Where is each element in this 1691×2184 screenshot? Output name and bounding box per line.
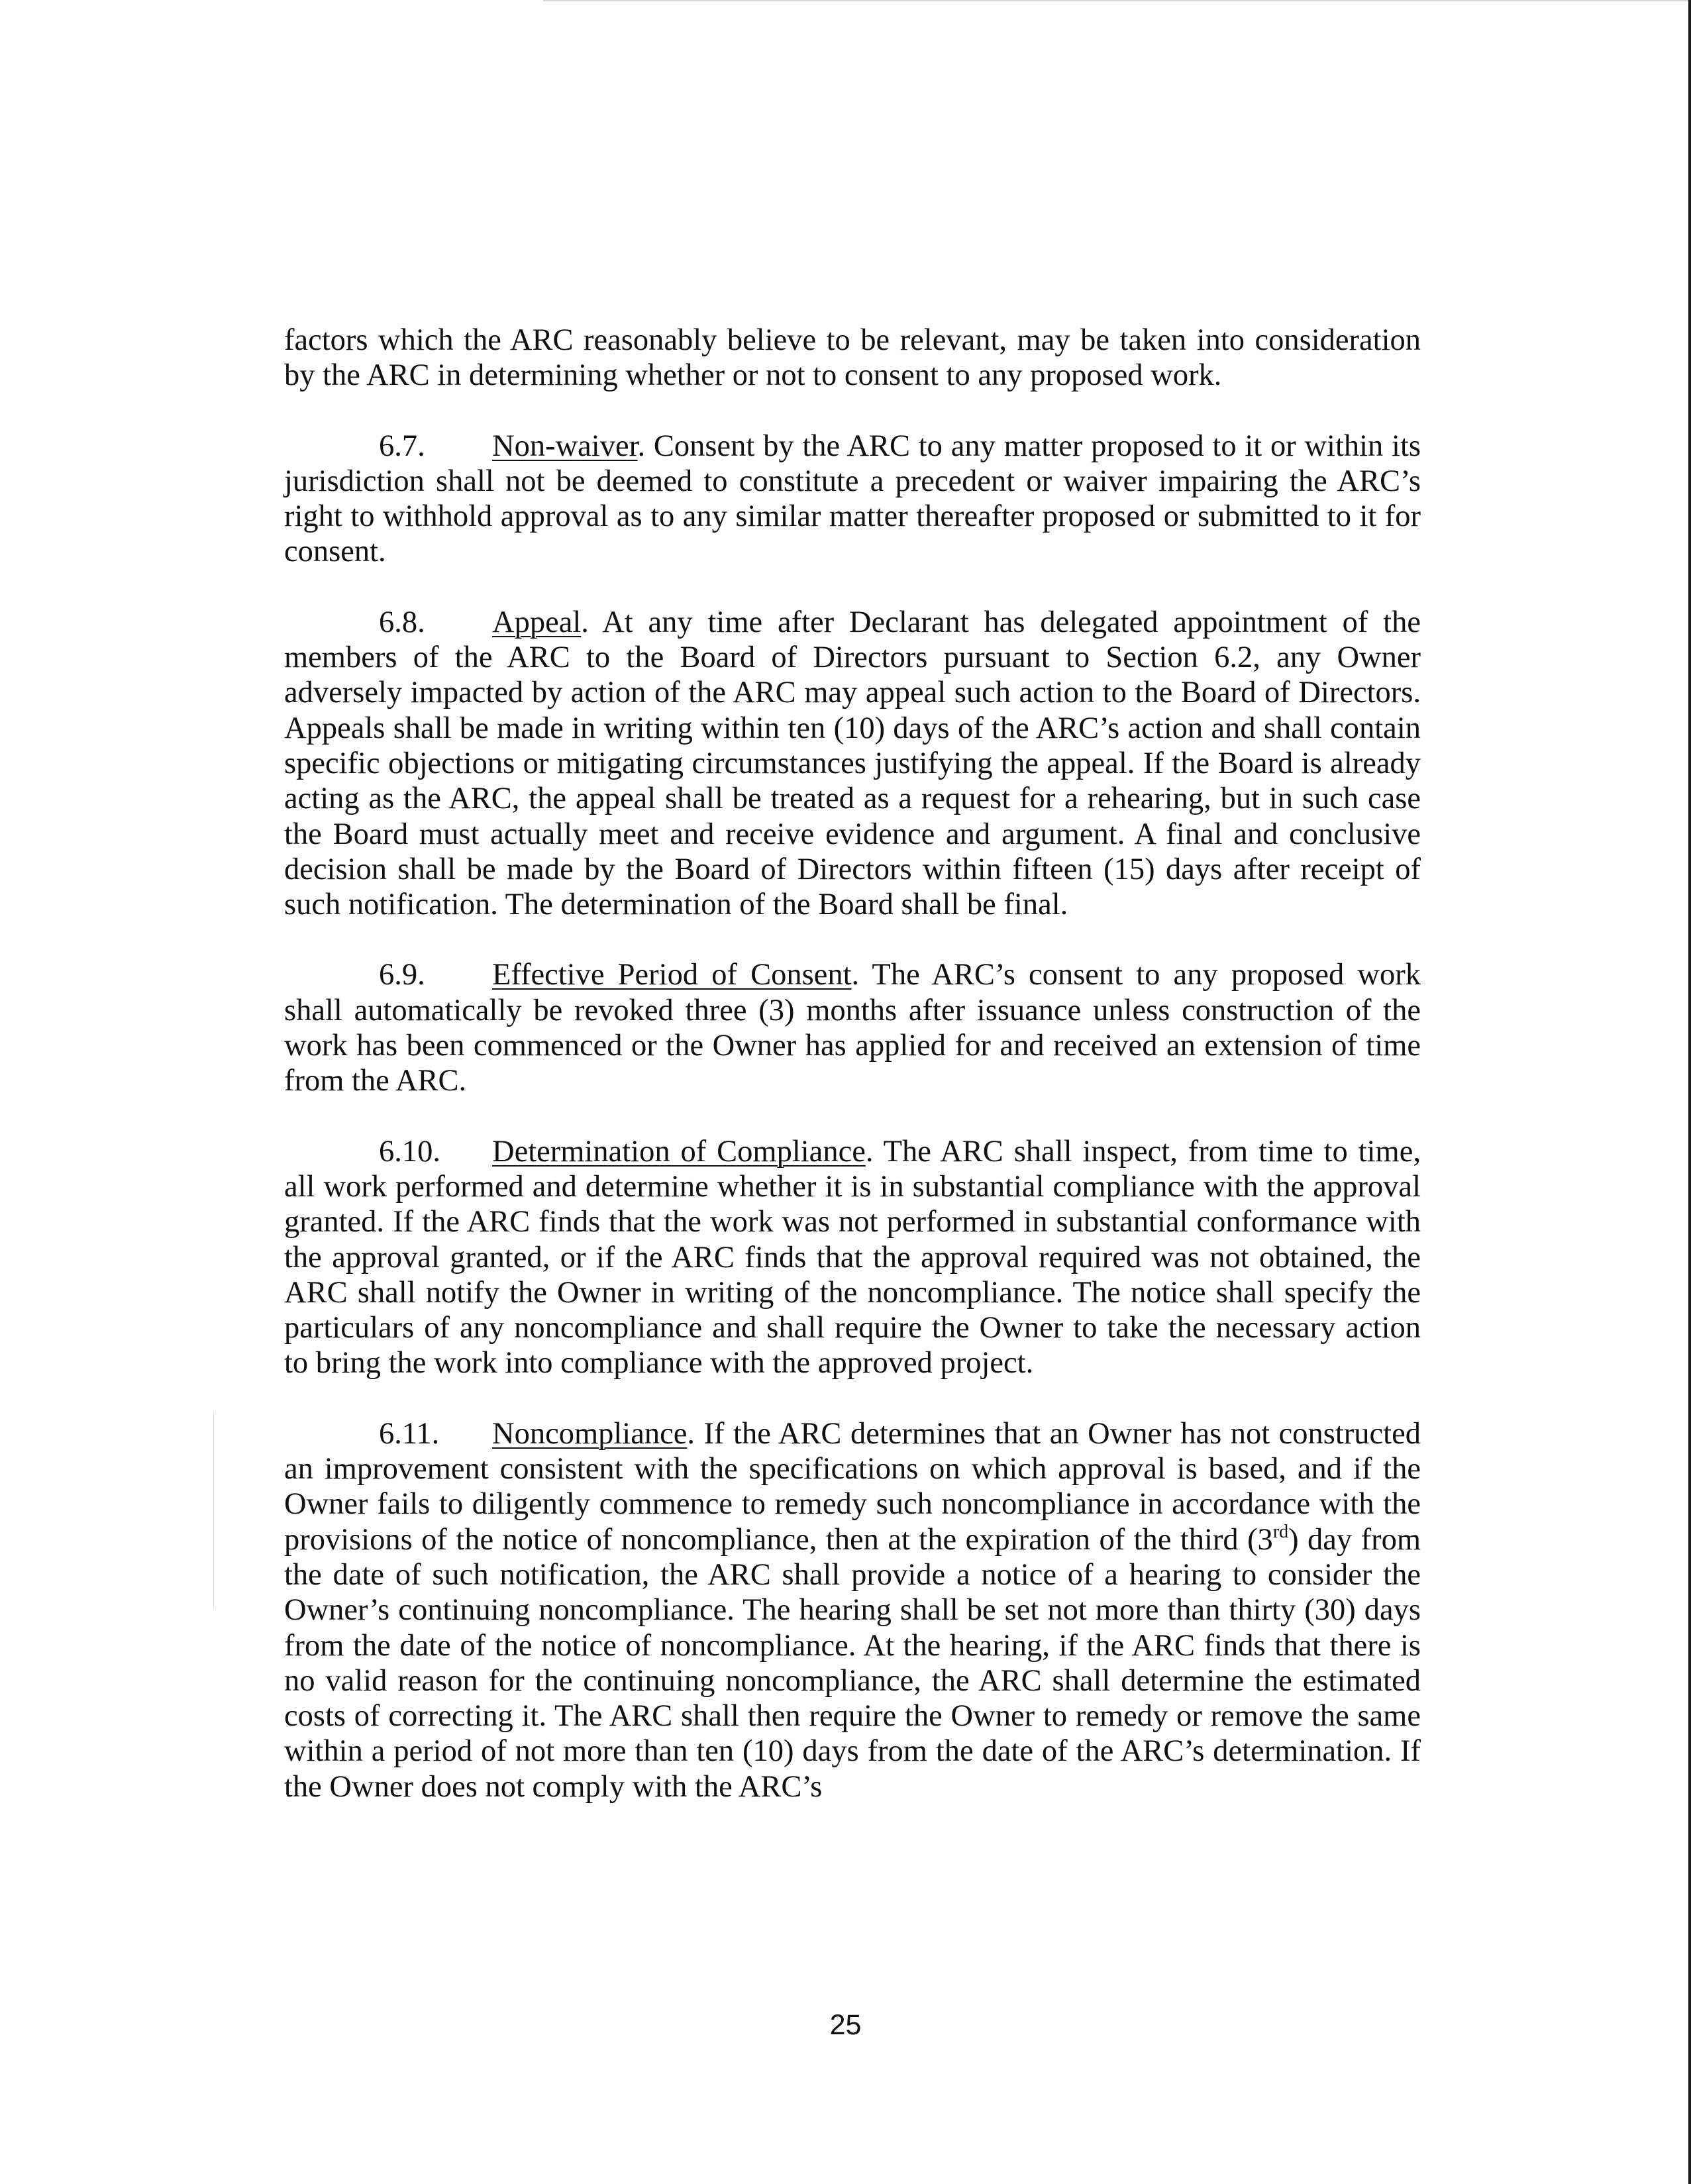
section-text: . If the ARC determines that an Owner has not constructed an improvement consistent with the specifications on which approval is based, and if the Owner fails to diligently commence to remedy such noncompliance in accordance with the provisions of the notice of noncompliance, then at the expiration of the third (3 (284, 1416, 1421, 1557)
section-heading: Noncompliance (492, 1416, 688, 1451)
section-number: 6.9. (379, 958, 425, 992)
section-number: 6.7. (379, 429, 425, 463)
section-heading: Non-waiver (492, 429, 638, 463)
ordinal-superscript: rd (1272, 1521, 1289, 1542)
section-6-9 (284, 957, 1421, 1098)
scan-left-mark (213, 1411, 214, 1610)
section-text: . The ARC’s consent to any proposed work shall automatically be revoked three (3) months after issuance unless construction of the work has been commenced or the Owner has applied for and received an extension of time from the ARC. (284, 958, 1421, 1098)
section-heading: Determination of Compliance (492, 1134, 866, 1169)
section-6-11 (284, 1416, 1421, 1804)
intro-paragraph: factors which the ARC reasonably believe to be relevant, may be taken into consideration by the ARC in determining whether or not to consent to any proposed work. (284, 323, 1421, 393)
document-body (284, 323, 1421, 1840)
section-text: . Consent by the ARC to any matter proposed to it or within its jurisdiction shall not be deemed to constitute a precedent or waiver impairing the ARC’s right to withhold approval as to any similar matter thereafter proposed or submitted to it for consent. (284, 429, 1421, 569)
section-text: . The ARC shall inspect, from time to time, all work performed and determine whether it is in substantial compliance with the approval granted. If the ARC finds that the work was not performed in substantial conformance with the approval granted, or if the ARC finds that the approval required was not obtained, the ARC shall notify the Owner in writing of the noncompliance. The notice shall specify the particulars of any noncompliance and shall require the Owner to take the necessary action to bring the work into compliance with the approved project. (284, 1134, 1421, 1380)
scan-top-edge (543, 0, 1691, 1)
section-heading: Effective Period of Consent (492, 958, 852, 992)
section-heading: Appeal (492, 605, 582, 639)
section-text: . At any time after Declarant has delegated appointment of the members of the ARC to the Board of Directors pursuant to Section 6.2, any Owner adversely impacted by action of the ARC may appeal such action to the Board of Directors. Appeals shall be made in writing within ten (10) days of the ARC’s action and shall contain specific objections or mitigating circumstances justifying the appeal. If the Board is already acting as the ARC, the appeal shall be treated as a request for a rehearing, but in such case the Board must actually meet and receive evidence and argument. A final and conclusive decision shall be made by the Board of Directors within fifteen (15) days after receipt of such notification. The determination of the Board shall be final. (284, 605, 1421, 922)
section-text-continued: ) day from the date of such notification, the ARC shall provide a notice of a hearing to consider the Owner’s continuing noncompliance. The hearing shall be set not more than thirty (30) days from the date of the notice of noncompliance. At the hearing, if the ARC finds that there is no valid reason for the continuing noncompliance, the ARC shall determine the estimated costs of correcting it. The ARC shall then require the Owner to remedy or remove the same within a period of not more than ten (10) days from the date of the ARC’s determination. If the Owner does not comply with the ARC’s (284, 1522, 1421, 1804)
section-6-10 (284, 1134, 1421, 1381)
page-number: 25 (829, 2009, 862, 2041)
section-number: 6.10. (379, 1134, 440, 1169)
section-6-8 (284, 605, 1421, 923)
section-number: 6.11. (379, 1416, 440, 1451)
scan-right-edge (1688, 0, 1691, 2184)
section-6-7 (284, 429, 1421, 570)
section-number: 6.8. (379, 605, 425, 639)
